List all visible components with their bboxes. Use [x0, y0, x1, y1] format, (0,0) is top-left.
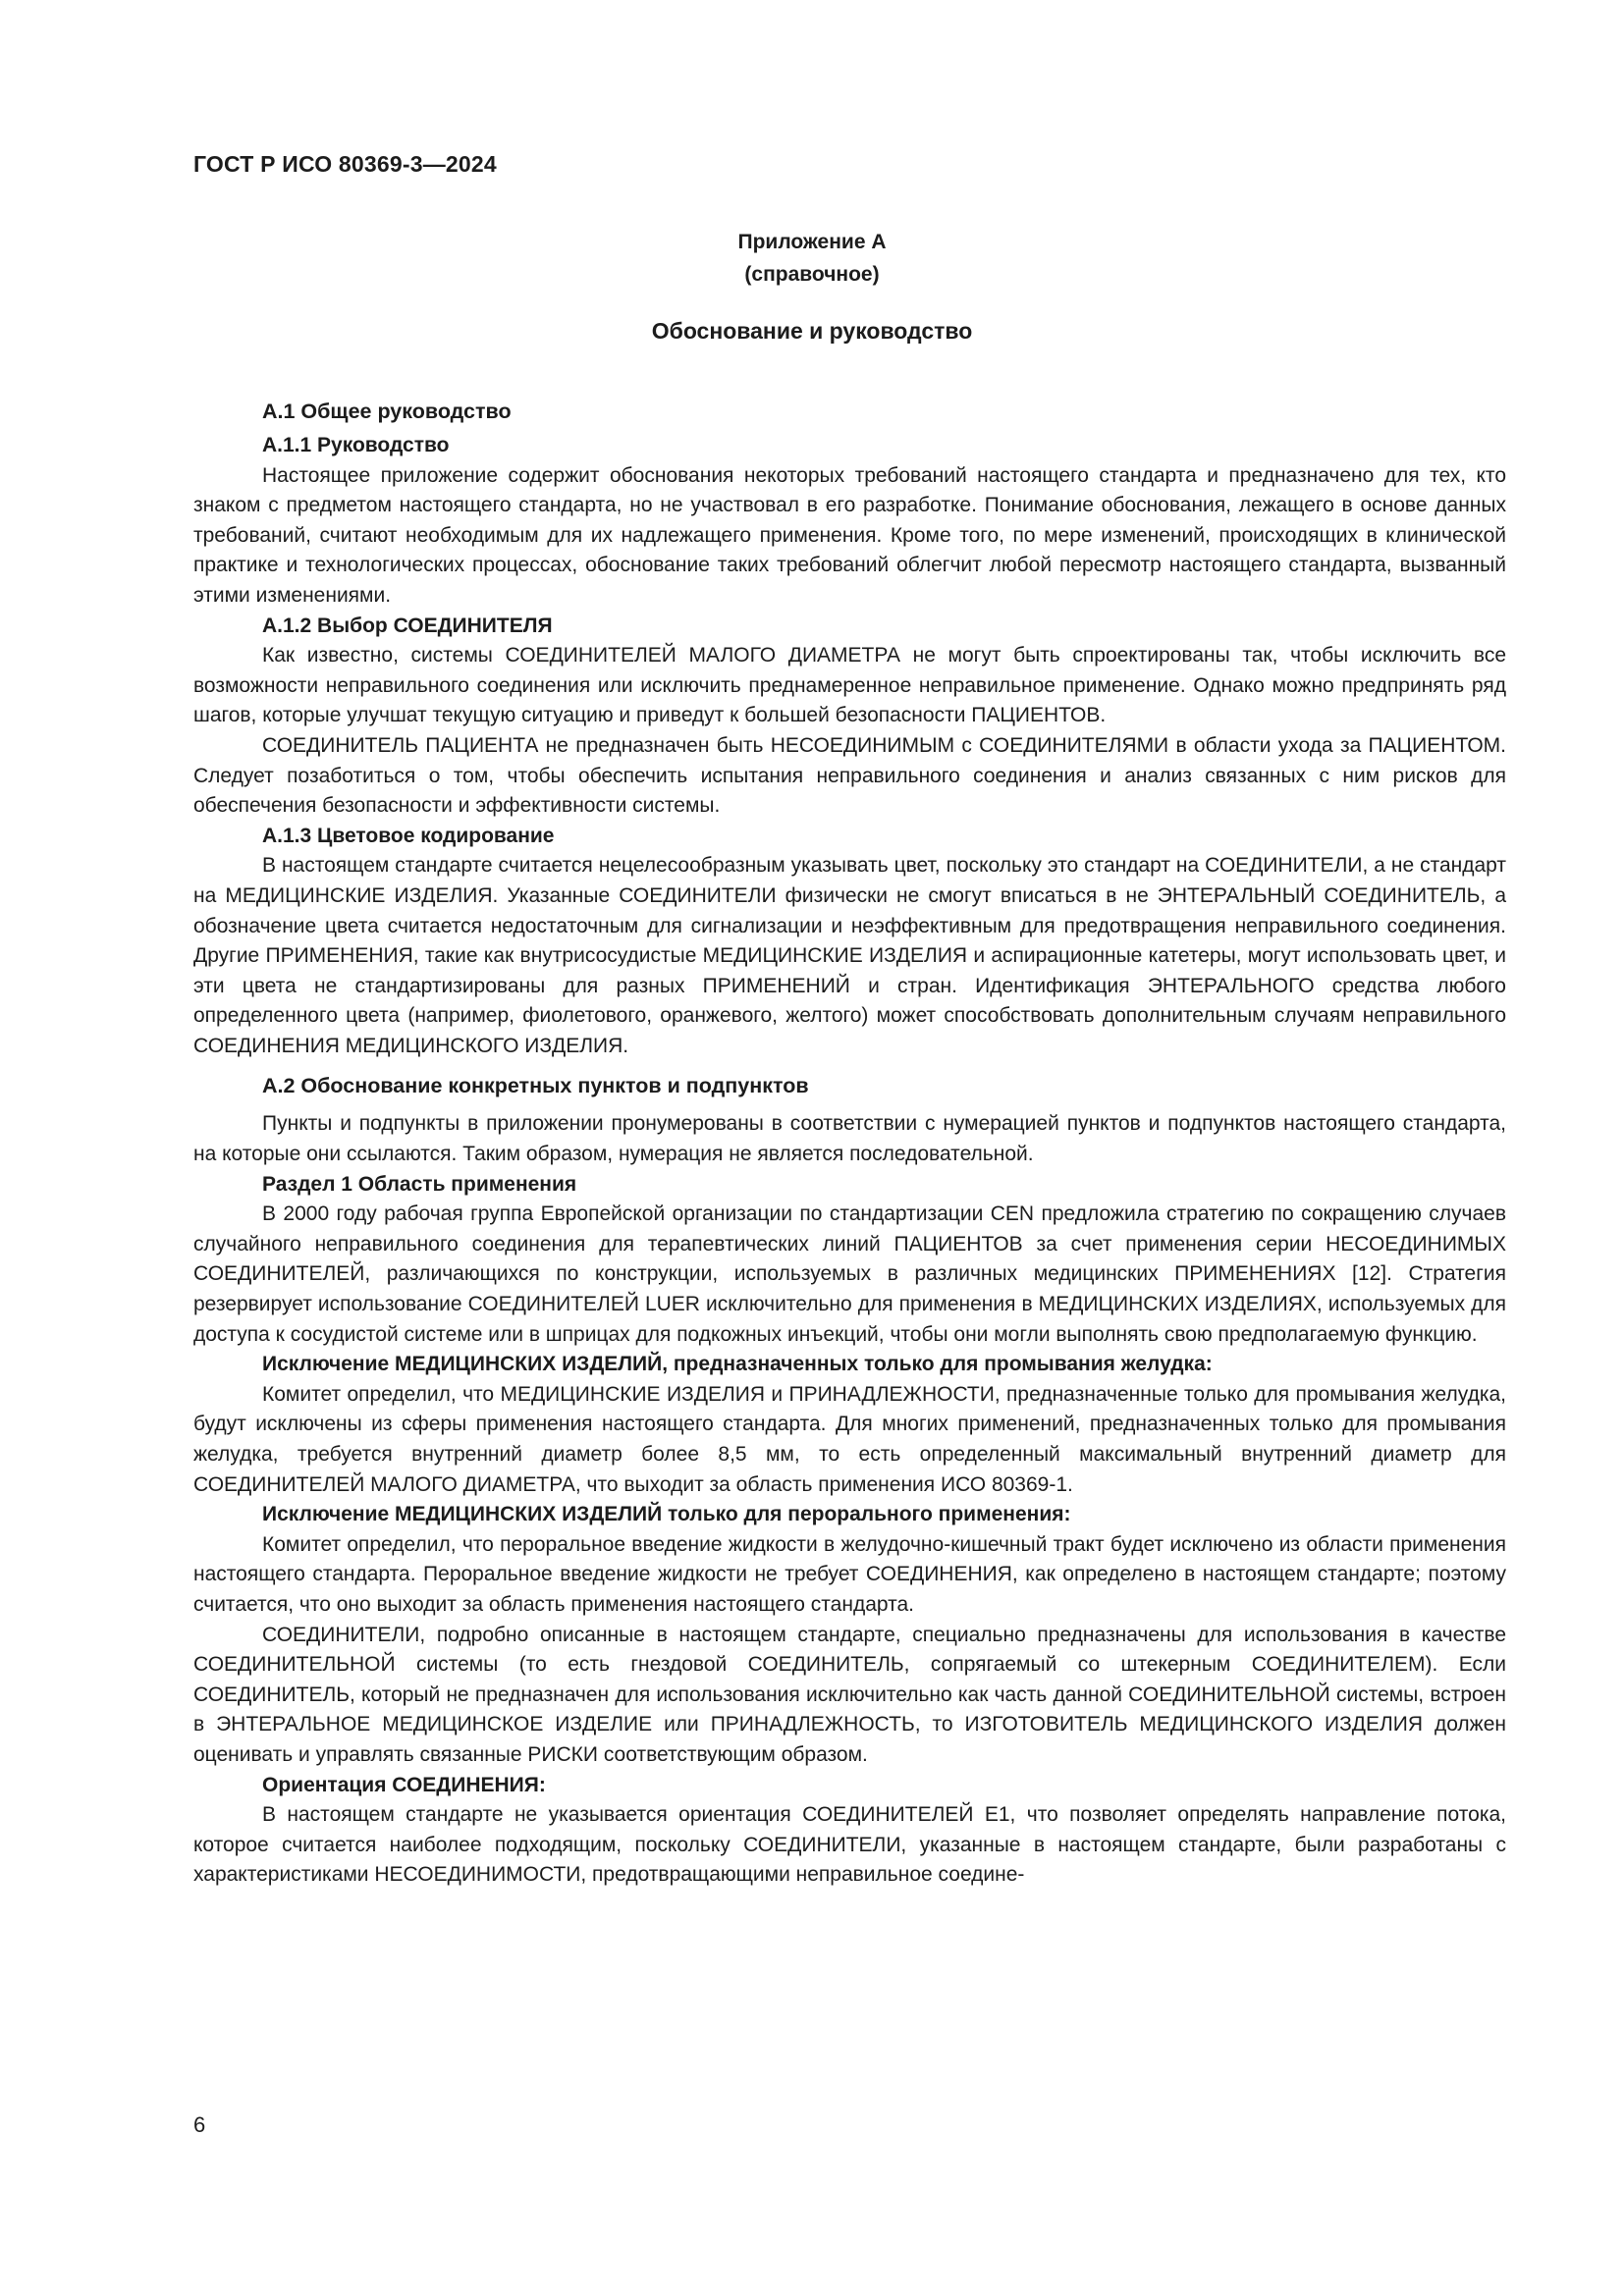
appendix-kind: (справочное): [744, 263, 880, 286]
section-a1-1-paragraph: Настоящее приложение содержит обоснования некоторых требований настоящего стандарта и предназначено для тех, кто знаком с предметом настоящего стандарта, но не участвовал в его разработке. Понимание обоснования, лежащего в основе данных требований, считают необходимым для их надлежащего применения. Кроме того, по мере изменений, происходящих в клинической практике и технологических процессах, обоснование таких требований облегчит любой пересмотр настоящего стандарта, вызванный этими изменениями.: [193, 463, 1506, 607]
orientation-paragraph: В настоящем стандарте не указывается ориентация СОЕДИНИТЕЛЕЙ E1, что позволяет определять направление потока, которое считается наиболее подходящим, поскольку СОЕДИНИТЕЛИ, указанные в настоящем стандарте, были разработаны с характеристиками НЕСОЕДИНИМОСТИ, предотвращающими неправильное соедине-: [193, 1803, 1506, 1887]
appendix-title: Обоснование и руководство: [651, 318, 973, 344]
page-number: 6: [193, 2112, 206, 2137]
section-1-heading: Раздел 1 Область применения: [262, 1172, 577, 1196]
section-a1-3-paragraph: В настоящем стандарте считается нецелесообразным указывать цвет, поскольку это стандарт на СОЕДИНИТЕЛИ, а не стандарт на МЕДИЦИНСКИЕ ИЗДЕЛИЯ. Указанные СОЕДИНИТЕЛИ физически не смогут вписаться в не ЭНТЕРАЛЬНЫЙ СОЕДИНИТЕЛЬ, а обозначение цвета считается недостаточным для сигнализации и неэффективным для предотвращения неправильного соединения. Другие ПРИМЕНЕНИЯ, такие как внутрисосудистые МЕДИЦИНСКИЕ ИЗДЕЛИЯ и аспирационные катетеры, могут использовать цвет, и эти цвета не стандартизированы для разных ПРИМЕНЕНИЙ и стран. Идентификация ЭНТЕРАЛЬНОГО средства любого определенного цвета (например, фиолетового, оранжевого, желтого) может способствовать дополнительным случаям неправильного СОЕДИНЕНИЯ МЕДИЦИНСКОГО ИЗДЕЛИЯ.: [193, 854, 1506, 1057]
section-a1-1-heading: А.1.1 Руководство: [262, 434, 450, 456]
section-a1-2-paragraph-1: Как известно, системы СОЕДИНИТЕЛЕЙ МАЛОГО ДИАМЕТРА не могут быть спроектированы так, чтобы исключить все возможности неправильного соединения или исключить преднамеренное неправильное применение. Однако можно предпринять ряд шагов, которые улучшат текущую ситуацию и приведут к большей безопасности ПАЦИЕНТОВ.: [193, 644, 1506, 727]
exclusion-gastric-heading: Исключение МЕДИЦИНСКИХ ИЗДЕЛИЙ, предназначенных только для промывания желудка:: [262, 1353, 1213, 1376]
section-a1-3-heading: А.1.3 Цветовое кодирование: [262, 824, 555, 847]
section-1-paragraph: В 2000 году рабочая группа Европейской организации по стандартизации CEN предложила стратегию по сокращению случаев случайного неправильного соединения для терапевтических линий ПАЦИЕНТОВ за счет применения серии НЕСОЕДИНИМЫХ СОЕДИНИТЕЛЕЙ, различающихся по конструкции, используемых в различных медицинских ПРИМЕНЕНИЯХ [12]. Стратегия резервирует использование СОЕДИНИТЕЛЕЙ LUER исключительно для применения в МЕДИЦИНСКИХ ИЗДЕЛИЯХ, используемых для доступа к сосудистой системе или в шприцах для подкожных инъекций, чтобы они могли выполнять свою предполагаемую функцию.: [193, 1202, 1506, 1346]
document-header: ГОСТ Р ИСО 80369-3—2024: [193, 151, 497, 177]
orientation-heading: Ориентация СОЕДИНЕНИЯ:: [262, 1773, 546, 1796]
exclusion-oral-paragraph-1: Комитет определил, что пероральное введение жидкости в желудочно-кишечный тракт будет исключено из области применения настоящего стандарта. Пероральное введение жидкости не требует СОЕДИНЕНИЯ, как определено в настоящем стандарте; поэтому считается, что оно выходит за область применения настоящего стандарта.: [193, 1532, 1506, 1616]
document-body: [193, 397, 1506, 1891]
exclusion-gastric-paragraph: Комитет определил, что МЕДИЦИНСКИЕ ИЗДЕЛИЯ и ПРИНАДЛЕЖНОСТИ, предназначенные только для промывания желудка, будут исключены из сферы применения настоящего стандарта. Для многих применений, предназначенных только для промывания желудка, требуется внутренний диаметр более 8,5 мм, то есть определенный максимальный внутренний диаметр для СОЕДИНИТЕЛЕЙ МАЛОГО ДИАМЕТРА, что выходит за область применения ИСО 80369-1.: [193, 1382, 1506, 1496]
section-a1-2-heading: А.1.2 Выбор СОЕДИНИТЕЛЯ: [262, 614, 553, 637]
exclusion-oral-paragraph-2: СОЕДИНИТЕЛИ, подробно описанные в настоящем стандарте, специально предназначены для использования в качестве СОЕДИНИТЕЛЬНОЙ системы (то есть гнездовой СОЕДИНИТЕЛЬ, сопрягаемый со штекерным СОЕДИНИТЕЛЕМ). Если СОЕДИНИТЕЛЬ, который не предназначен для использования исключительно как часть данной СОЕДИНИТЕЛЬНОЙ системы, встроен в ЭНТЕРАЛЬНОЕ МЕДИЦИНСКОЕ ИЗДЕЛИЕ или ПРИНАДЛЕЖНОСТЬ, то ИЗГОТОВИТЕЛЬ МЕДИЦИНСКОГО ИЗДЕЛИЯ должен оценивать и управлять связанные РИСКИ соответствующим образом.: [193, 1623, 1506, 1766]
section-a1-2-paragraph-2: СОЕДИНИТЕЛЬ ПАЦИЕНТА не предназначен быть НЕСОЕДИНИМЫМ с СОЕДИНИТЕЛЯМИ в области ухода за ПАЦИЕНТОМ. Следует позаботиться о том, чтобы обеспечить испытания неправильного соединения и анализ связанных с ним рисков для обеспечения безопасности и эффективности системы.: [193, 733, 1506, 818]
appendix-heading: [0, 226, 1624, 291]
exclusion-oral-heading: Исключение МЕДИЦИНСКИХ ИЗДЕЛИЙ только для перорального применения:: [262, 1503, 1071, 1526]
section-a2-paragraph: Пункты и подпункты в приложении пронумерованы в соответствии с нумерацией пунктов и подпунктов настоящего стандарта, на которые они ссылаются. Таким образом, нумерация не является последовательной.: [193, 1112, 1506, 1166]
section-a1-heading: А.1 Общее руководство: [262, 400, 512, 423]
section-a2-heading: А.2 Обоснование конкретных пунктов и подпунктов: [262, 1074, 809, 1098]
appendix-label: Приложение А: [737, 231, 887, 253]
